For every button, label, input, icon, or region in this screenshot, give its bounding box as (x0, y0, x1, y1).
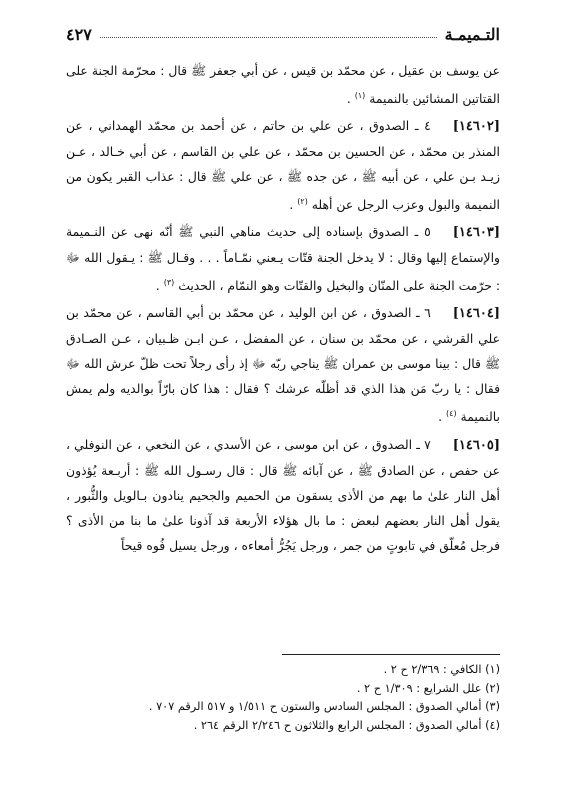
hadith-entry: [١٤٦٠٤]٦ ـ الصدوق ، عن ابن الوليد ، عن محمّد بن أبي القاسم ، عن محمّد بن علي القرشي ، عن محمّد بن سنان ، عن المفضل ، عـن ابـن ظـبيان ، عـن الصـادق ﷺ قال : بينا موسى بن عمران ﷺ يناجي ربّه ﷻ إذ رأى رجلاً تحت ظلّ عرش الله ﷻ فقال : يا ربّ مَن هذا الذي قد أظلّه عرشك ؟ فقال : هذا كان بارّاً بوالديه ولم يمش بالنميمة $^{(٤)}$ . (66, 300, 500, 429)
hadith-number: [١٤٦٠٢] (452, 119, 500, 135)
header-dotted-rule (100, 37, 437, 38)
hadith-number: [١٤٦٠٤] (452, 306, 500, 322)
page-number: ٤٢٧ (66, 25, 92, 44)
footnote-item: (٢) علل الشرايع : ١/٣٠٩ ح ٢ . (356, 681, 500, 695)
hadith-entry: [١٤٦٠٢]٤ ـ الصدوق ، عن علي بن حاتم ، عن أحمد بن محمّد الهمداني ، عن المنذر بن محمّد ، عن الحسين بن محمّد ، عن علي بن القاسم ، عن أبي خـالد ، عـن زيـد بـن علي ، عن أبيه ﷺ ، عن جده ﷺ ، عن علي ﷺ قال : عذاب القبر يكون من النميمة والبول وعزب الرجل عن أهله $^{(٢)}$ . (66, 113, 500, 217)
continuation-paragraph: عن يوسف بن عقيل ، عن محمّد بن قيس ، عن أبي جعفر ﷺ قال : محرّمة الجنة على القتاتين المشائين بالنميمة $^{(١)}$ . (66, 63, 500, 107)
footnote-item: (٣) أمالي الصدوق : المجلس السادس والستون ح ١/٥١١ و ٥١٧ الرقم ٧٠٧ . (148, 700, 500, 713)
footnote-item: (٤) أمالي الصدوق : المجلس الرابع والثلاثون ح ٢/٢٤٦ الرقم ٢٦٤ . (193, 718, 500, 732)
hadith-text: ٤ ـ الصدوق ، عن علي بن حاتم ، عن أحمد بن محمّد الهمداني ، عن المنذر بن محمّد ، عن الحسين بن محمّد ، عن علي بن القاسم ، عن أبي خـالد ، عـن زيـد بـن علي ، عن أبيه ﷺ ، عن جده ﷺ ، عن علي ﷺ قال : عذاب القبر يكون من النميمة والبول وعزب الرجل عن أهله (66, 118, 500, 213)
footnote-divider (282, 654, 500, 655)
hadith-text: ٦ ـ الصدوق ، عن ابن الوليد ، عن محمّد بن أبي القاسم ، عن محمّد بن علي القرشي ، عن محمّد بن سنان ، عن المفضل ، عـن ابـن ظـبيان ، عـن الصـادق ﷺ قال : بينا موسى بن عمران ﷺ يناجي ربّه ﷻ إذ رأى رجلاً تحت ظلّ عرش الله ﷻ فقال : يا ربّ مَن هذا الذي قد أظلّه عرشك ؟ فقال : هذا كان بارّاً بوالديه ولم يمش بالنميمة (66, 305, 500, 425)
footnotes (66, 661, 500, 735)
continuation-text: عن يوسف بن عقيل ، عن محمّد بن قيس ، عن أبي جعفر ﷺ قال : محرّمة الجنة على القتاتين المشائين بالنميمة (66, 63, 500, 107)
running-header (66, 20, 500, 44)
hadith-text: ٥ ـ الصدوق بإسناده إلى حديث مناهي النبي ﷺ أنّه نهى عن النـميمة والإستماع إليها وقال : لا يدخل الجنة قتّات يـعني نمّـاماً . . . وقـال ﷺ : يـقول الله ﷻ : حرّمت الجنة على المنّان والبخيل والقتّات وهو النمّام ، الحديث (66, 224, 500, 294)
header-title: التـميمـة (444, 25, 500, 44)
hadith-entry (66, 432, 500, 558)
hadith-entry: [١٤٦٠٣]٥ ـ الصدوق بإسناده إلى حديث مناهي النبي ﷺ أنّه نهى عن النـميمة والإستماع إليها وقال : لا يدخل الجنة قتّات يـعني نمّـاماً . . . وقـال ﷺ : يـقول الله ﷻ : حرّمت الجنة على المنّان والبخيل والقتّات وهو النمّام ، الحديث $^{(٣)}$ . (66, 219, 500, 298)
footnote-ref: (٢) (297, 197, 308, 207)
footnote-ref: (١) (354, 91, 366, 100)
hadith-number: [١٤٦٠٥] (452, 437, 500, 453)
footnote-ref: (٤) (446, 409, 457, 419)
footnote-ref: (٣) (163, 278, 175, 288)
page-body (66, 58, 500, 560)
footnote-item: (١) الكافي : ٢/٣٦٩ ح ٢ . (383, 663, 500, 676)
hadith-text: ٧ ـ الصدوق ، عن ابن موسى ، عن الأسدي ، عن النخعي ، عن النوفلي ، عن حفص ، عن الصادق ﷺ ، عن آبائه ﷺ قال : قال رسـول الله ﷺ : أربـعة يُؤذون أهل النار علىٰ ما بهم من الأذى يسقون من الحميم والجحيم ينادون بـالويل والثُّبور ، يقول أهل النار بعضهم لبعض : ما بال هؤلاء الأربعة قد آذونا علىٰ ما بنا من الأذى ؟ فرجل مُعلّق في تابوتٍ من جمر ، ورجل يَجُرُّ أمعاءه ، ورجل يسيل فُوه قيحاً (66, 436, 500, 553)
hadith-number: [١٤٦٠٣] (452, 225, 500, 241)
